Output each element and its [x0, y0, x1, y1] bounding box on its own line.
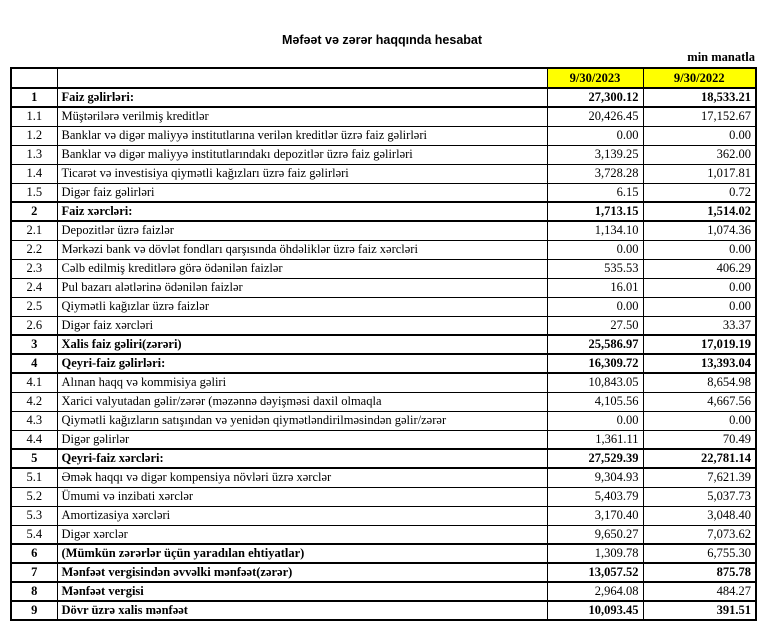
value-2023-cell: 1,713.15 [547, 202, 643, 221]
header-date-2023: 9/30/2023 [547, 68, 643, 88]
row-number-cell: 6 [11, 544, 57, 563]
table-body [11, 88, 756, 620]
value-2022-cell: 70.49 [643, 430, 756, 449]
value-2022-cell: 1,074.36 [643, 221, 756, 240]
row-label-cell: Mərkəzi bank və dövlət fondları qarşısında öhdəliklər üzrə faiz xərcləri [57, 240, 547, 259]
table-row [11, 411, 756, 430]
value-2022-cell: 17,019.19 [643, 335, 756, 354]
row-number-cell: 2.3 [11, 259, 57, 278]
value-2022-cell: 484.27 [643, 582, 756, 601]
row-number-cell: 2.1 [11, 221, 57, 240]
row-number-cell: 1.1 [11, 107, 57, 126]
table-row [11, 468, 756, 487]
value-2023-cell: 0.00 [547, 126, 643, 145]
table-row [11, 354, 756, 373]
value-2022-cell: 0.72 [643, 183, 756, 202]
value-2023-cell: 1,309.78 [547, 544, 643, 563]
value-2022-cell: 406.29 [643, 259, 756, 278]
value-2022-cell: 875.78 [643, 563, 756, 582]
row-label-cell: Faiz gəlirləri: [57, 88, 547, 107]
row-number-cell: 2 [11, 202, 57, 221]
table-row [11, 601, 756, 620]
value-2022-cell: 391.51 [643, 601, 756, 620]
value-2022-cell: 362.00 [643, 145, 756, 164]
value-2023-cell: 3,170.40 [547, 506, 643, 525]
value-2023-cell: 0.00 [547, 240, 643, 259]
value-2022-cell: 0.00 [643, 240, 756, 259]
header-empty-label-cell [57, 68, 547, 88]
table-row [11, 335, 756, 354]
value-2022-cell: 7,073.62 [643, 525, 756, 544]
value-2023-cell: 27,300.12 [547, 88, 643, 107]
value-2023-cell: 10,093.45 [547, 601, 643, 620]
value-2022-cell: 17,152.67 [643, 107, 756, 126]
value-2023-cell: 1,134.10 [547, 221, 643, 240]
table-row [11, 88, 756, 107]
table-row [11, 259, 756, 278]
row-number-cell: 1.3 [11, 145, 57, 164]
value-2023-cell: 0.00 [547, 297, 643, 316]
value-2023-cell: 0.00 [547, 411, 643, 430]
row-label-cell: Digər faiz gəlirləri [57, 183, 547, 202]
row-number-cell: 5.4 [11, 525, 57, 544]
row-number-cell: 4.4 [11, 430, 57, 449]
row-label-cell: Depozitlər üzrə faizlər [57, 221, 547, 240]
row-number-cell: 2.4 [11, 278, 57, 297]
table-row [11, 373, 756, 392]
row-number-cell: 1.2 [11, 126, 57, 145]
table-row [11, 126, 756, 145]
row-label-cell: (Mümkün zərərlər üçün yaradılan ehtiyatlar) [57, 544, 547, 563]
value-2022-cell: 1,514.02 [643, 202, 756, 221]
unit-note: min manatla [687, 50, 755, 64]
row-number-cell: 9 [11, 601, 57, 620]
row-number-cell: 5.3 [11, 506, 57, 525]
row-label-cell: Xarici valyutadan gəlir/zərər (məzənnə dəyişməsi daxil olmaqla [57, 392, 547, 411]
row-label-cell: Qeyri-faiz xərcləri: [57, 449, 547, 468]
row-label-cell: Xalis faiz gəliri(zərəri) [57, 335, 547, 354]
value-2023-cell: 9,304.93 [547, 468, 643, 487]
table-row [11, 316, 756, 335]
row-number-cell: 5 [11, 449, 57, 468]
row-number-cell: 4.2 [11, 392, 57, 411]
value-2022-cell: 1,017.81 [643, 164, 756, 183]
table-row [11, 582, 756, 601]
row-label-cell: Faiz xərcləri: [57, 202, 547, 221]
value-2022-cell: 4,667.56 [643, 392, 756, 411]
table-row [11, 487, 756, 506]
row-number-cell: 2.2 [11, 240, 57, 259]
row-number-cell: 8 [11, 582, 57, 601]
row-label-cell: Pul bazarı alətlərinə ödənilən faizlər [57, 278, 547, 297]
row-number-cell: 2.6 [11, 316, 57, 335]
row-number-cell: 2.5 [11, 297, 57, 316]
row-number-cell: 3 [11, 335, 57, 354]
row-number-cell: 4.1 [11, 373, 57, 392]
header-row [11, 68, 756, 88]
table-row [11, 297, 756, 316]
row-label-cell: Qiymətli kağızlar üzrə faizlər [57, 297, 547, 316]
value-2023-cell: 13,057.52 [547, 563, 643, 582]
value-2023-cell: 9,650.27 [547, 525, 643, 544]
value-2022-cell: 0.00 [643, 411, 756, 430]
value-2022-cell: 0.00 [643, 126, 756, 145]
row-number-cell: 1.4 [11, 164, 57, 183]
row-number-cell: 1.5 [11, 183, 57, 202]
row-label-cell: Amortizasiya xərcləri [57, 506, 547, 525]
value-2023-cell: 20,426.45 [547, 107, 643, 126]
value-2022-cell: 6,755.30 [643, 544, 756, 563]
value-2023-cell: 2,964.08 [547, 582, 643, 601]
value-2022-cell: 0.00 [643, 297, 756, 316]
value-2023-cell: 535.53 [547, 259, 643, 278]
row-label-cell: Qiymətli kağızların satışından və yenidən qiymətləndirilməsindən gəlir/zərər [57, 411, 547, 430]
row-label-cell: Mənfəət vergisindən əvvəlki mənfəət(zərər) [57, 563, 547, 582]
value-2022-cell: 8,654.98 [643, 373, 756, 392]
table-row [11, 449, 756, 468]
table-row [11, 392, 756, 411]
row-number-cell: 5.2 [11, 487, 57, 506]
row-label-cell: Mənfəət vergisi [57, 582, 547, 601]
row-label-cell: Dövr üzrə xalis mənfəət [57, 601, 547, 620]
value-2022-cell: 3,048.40 [643, 506, 756, 525]
value-2022-cell: 7,621.39 [643, 468, 756, 487]
value-2022-cell: 13,393.04 [643, 354, 756, 373]
table-row [11, 278, 756, 297]
value-2022-cell: 22,781.14 [643, 449, 756, 468]
value-2023-cell: 3,139.25 [547, 145, 643, 164]
table-row [11, 164, 756, 183]
row-number-cell: 4.3 [11, 411, 57, 430]
header-empty-number-cell [11, 68, 57, 88]
row-number-cell: 7 [11, 563, 57, 582]
value-2023-cell: 5,403.79 [547, 487, 643, 506]
table-row [11, 145, 756, 164]
table-row [11, 544, 756, 563]
value-2023-cell: 27.50 [547, 316, 643, 335]
table-row [11, 563, 756, 582]
value-2022-cell: 18,533.21 [643, 88, 756, 107]
row-label-cell: Digər gəlirlər [57, 430, 547, 449]
value-2023-cell: 16,309.72 [547, 354, 643, 373]
value-2023-cell: 16.01 [547, 278, 643, 297]
value-2022-cell: 5,037.73 [643, 487, 756, 506]
row-label-cell: Banklar və digər maliyyə institutlarındakı depozitlər üzrə faiz gəlirləri [57, 145, 547, 164]
header-date-2022: 9/30/2022 [643, 68, 756, 88]
row-number-cell: 1 [11, 88, 57, 107]
value-2023-cell: 3,728.28 [547, 164, 643, 183]
value-2023-cell: 1,361.11 [547, 430, 643, 449]
row-label-cell: Ticarət və investisiya qiymətli kağızları üzrə faiz gəlirləri [57, 164, 547, 183]
income-statement-table [10, 67, 757, 621]
table-row [11, 221, 756, 240]
table-row [11, 430, 756, 449]
value-2023-cell: 10,843.05 [547, 373, 643, 392]
row-label-cell: Digər xərclər [57, 525, 547, 544]
value-2023-cell: 25,586.97 [547, 335, 643, 354]
row-label-cell: Banklar və digər maliyyə institutlarına verilən kreditlər üzrə faiz gəlirləri [57, 126, 547, 145]
table-row [11, 240, 756, 259]
table-row [11, 202, 756, 221]
value-2023-cell: 4,105.56 [547, 392, 643, 411]
table-row [11, 506, 756, 525]
row-label-cell: Alınan haqq və kommisiya gəliri [57, 373, 547, 392]
row-number-cell: 5.1 [11, 468, 57, 487]
row-label-cell: Cəlb edilmiş kreditlərə görə ödənilən faizlər [57, 259, 547, 278]
row-label-cell: Müştərilərə verilmiş kreditlər [57, 107, 547, 126]
value-2023-cell: 27,529.39 [547, 449, 643, 468]
table-row [11, 525, 756, 544]
row-number-cell: 4 [11, 354, 57, 373]
value-2022-cell: 33.37 [643, 316, 756, 335]
row-label-cell: Qeyri-faiz gəlirləri: [57, 354, 547, 373]
row-label-cell: Digər faiz xərcləri [57, 316, 547, 335]
row-label-cell: Əmək haqqı və digər kompensiya növləri üzrə xərclər [57, 468, 547, 487]
table-row [11, 183, 756, 202]
table-row [11, 107, 756, 126]
value-2023-cell: 6.15 [547, 183, 643, 202]
page-title: Məfəət və zərər haqqında hesabat [281, 33, 483, 47]
row-label-cell: Ümumi və inzibati xərclər [57, 487, 547, 506]
value-2022-cell: 0.00 [643, 278, 756, 297]
